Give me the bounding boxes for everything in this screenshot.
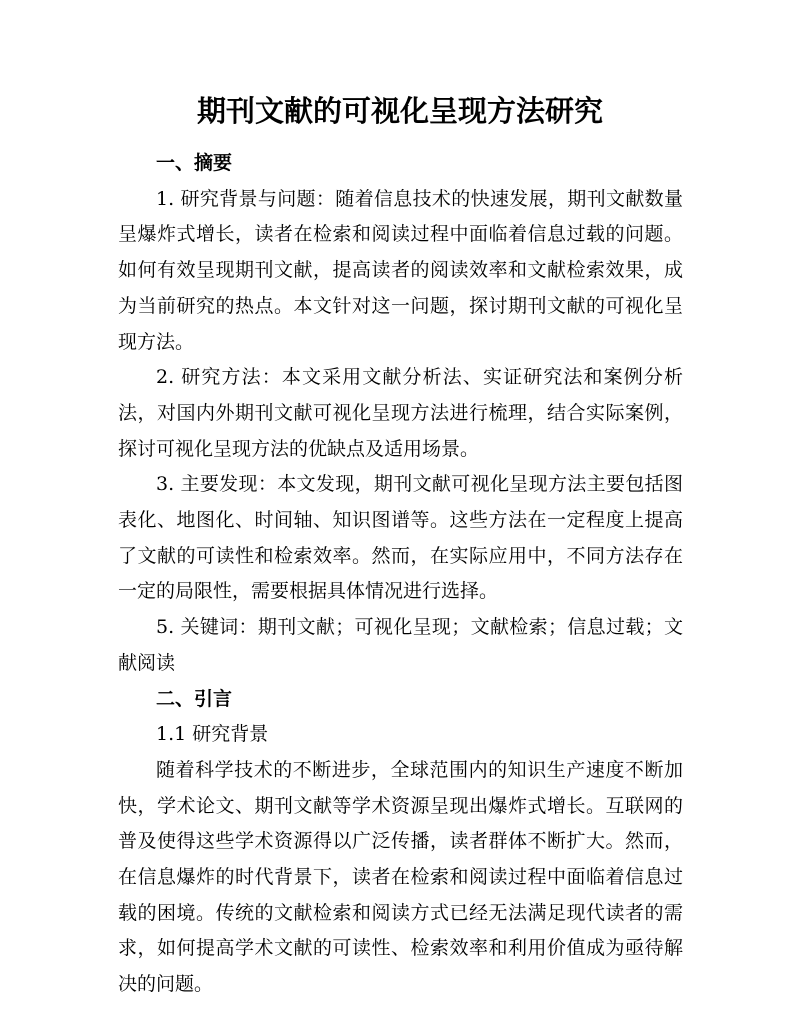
section-heading-introduction: 二、引言 xyxy=(156,687,233,710)
document-title: 期刊文献的可视化呈现方法研究 xyxy=(196,94,603,128)
section-heading-abstract: 一、摘要 xyxy=(156,152,233,174)
abstract-item-keywords: 5. 关键词：期刊文献；可视化呈现；文献检索；信息过载；文献阅读 xyxy=(118,616,683,674)
abstract-item-methods: 2. 研究方法：本文采用文献分析法、实证研究法和案例分析法，对国内外期刊文献可视化呈现方法进行梳理，结合实际案例，探讨可视化呈现方法的优缺点及适用场景。 xyxy=(118,366,683,460)
document-body xyxy=(118,146,683,1003)
abstract-item-findings: 3. 主要发现：本文发现，期刊文献可视化呈现方法主要包括图表化、地图化、时间轴、知识图谱等。这些方法在一定程度上提高了文献的可读性和检索效率。然而，在实际应用中，不同方法存在一定的局限性，需要根据具体情况进行选择。 xyxy=(118,473,683,603)
subsection-heading-background: 1.1 研究背景 xyxy=(156,723,269,746)
abstract-item-background: 1. 研究背景与问题：随着信息技术的快速发展，期刊文献数量呈爆炸式增长，读者在检索和阅读过程中面临着信息过载的问题。如何有效呈现期刊文献，提高读者的阅读效率和文献检索效果，成为当前研究的热点。本文针对这一问题，探讨期刊文献的可视化呈现方法。 xyxy=(118,187,683,353)
intro-paragraph: 随着科学技术的不断进步，全球范围内的知识生产速度不断加快，学术论文、期刊文献等学术资源呈现出爆炸式增长。互联网的普及使得这些学术资源得以广泛传播，读者群体不断扩大。然而，在信息爆炸的时代背景下，读者在检索和阅读过程中面临着信息过载的困境。传统的文献检索和阅读方式已经无法满足现代读者的需求，如何提高学术文献的可读性、检索效率和利用价值成为亟待解决的问题。 xyxy=(118,758,683,996)
